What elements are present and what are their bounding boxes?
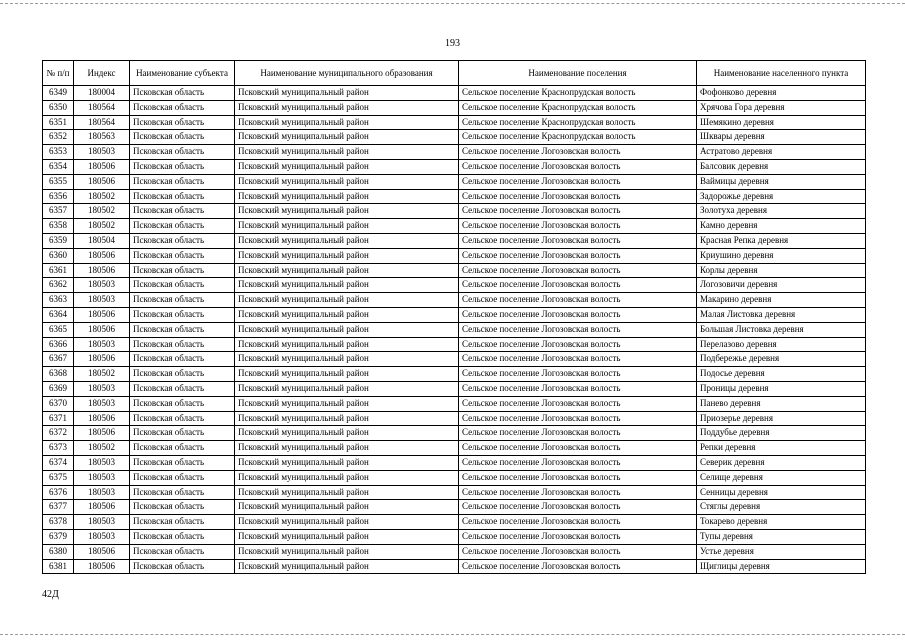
cell-index: 180503 bbox=[74, 337, 130, 352]
cell-municipality: Псковский муниципальный район bbox=[235, 307, 459, 322]
cell-locality: Корлы деревня bbox=[697, 263, 866, 278]
cell-subject: Псковская область bbox=[130, 233, 235, 248]
cell-locality: Фофонково деревня bbox=[697, 86, 866, 101]
cell-settlement: Сельское поселение Логозовская волость bbox=[459, 544, 697, 559]
cell-subject: Псковская область bbox=[130, 411, 235, 426]
cell-settlement: Сельское поселение Логозовская волость bbox=[459, 352, 697, 367]
cell-index: 180503 bbox=[74, 515, 130, 530]
cell-locality: Северик деревня bbox=[697, 455, 866, 470]
cell-number: 6364 bbox=[43, 307, 74, 322]
cell-number: 6377 bbox=[43, 500, 74, 515]
cell-locality: Балсовик деревня bbox=[697, 159, 866, 174]
table-body bbox=[43, 86, 866, 574]
cell-subject: Псковская область bbox=[130, 426, 235, 441]
cell-subject: Псковская область bbox=[130, 367, 235, 382]
cell-municipality: Псковский муниципальный район bbox=[235, 441, 459, 456]
cell-number: 6359 bbox=[43, 233, 74, 248]
cell-locality: Шквары деревня bbox=[697, 130, 866, 145]
cell-municipality: Псковский муниципальный район bbox=[235, 352, 459, 367]
cell-locality: Устье деревня bbox=[697, 544, 866, 559]
cell-number: 6362 bbox=[43, 278, 74, 293]
footer-code: 42Д bbox=[42, 589, 59, 600]
cell-subject: Псковская область bbox=[130, 263, 235, 278]
table-row bbox=[43, 515, 866, 530]
cell-index: 180506 bbox=[74, 263, 130, 278]
cell-number: 6355 bbox=[43, 174, 74, 189]
cell-locality: Приозерье деревня bbox=[697, 411, 866, 426]
cell-locality: Токарево деревня bbox=[697, 515, 866, 530]
cell-number: 6368 bbox=[43, 367, 74, 382]
cell-municipality: Псковский муниципальный район bbox=[235, 115, 459, 130]
cell-subject: Псковская область bbox=[130, 100, 235, 115]
cell-index: 180504 bbox=[74, 233, 130, 248]
cell-index: 180502 bbox=[74, 367, 130, 382]
cell-subject: Псковская область bbox=[130, 441, 235, 456]
cell-subject: Псковская область bbox=[130, 485, 235, 500]
cell-subject: Псковская область bbox=[130, 204, 235, 219]
cell-settlement: Сельское поселение Логозовская волость bbox=[459, 441, 697, 456]
cell-municipality: Псковский муниципальный район bbox=[235, 337, 459, 352]
cell-number: 6371 bbox=[43, 411, 74, 426]
cell-subject: Псковская область bbox=[130, 248, 235, 263]
table-row bbox=[43, 426, 866, 441]
cell-subject: Псковская область bbox=[130, 396, 235, 411]
table-row bbox=[43, 455, 866, 470]
table-row bbox=[43, 130, 866, 145]
cell-number: 6358 bbox=[43, 219, 74, 234]
cell-number: 6369 bbox=[43, 381, 74, 396]
table-row bbox=[43, 174, 866, 189]
cell-municipality: Псковский муниципальный район bbox=[235, 559, 459, 574]
table-row bbox=[43, 219, 866, 234]
cell-locality: Подбережье деревня bbox=[697, 352, 866, 367]
cell-index: 180506 bbox=[74, 544, 130, 559]
cell-index: 180506 bbox=[74, 352, 130, 367]
table-row bbox=[43, 307, 866, 322]
cell-subject: Псковская область bbox=[130, 145, 235, 160]
cell-index: 180506 bbox=[74, 411, 130, 426]
table-row bbox=[43, 470, 866, 485]
cell-municipality: Псковский муниципальный район bbox=[235, 381, 459, 396]
table-row bbox=[43, 529, 866, 544]
cell-index: 180506 bbox=[74, 307, 130, 322]
table-row bbox=[43, 145, 866, 160]
scan-edge-bottom bbox=[0, 634, 905, 635]
cell-municipality: Псковский муниципальный район bbox=[235, 189, 459, 204]
cell-locality: Малая Листовка деревня bbox=[697, 307, 866, 322]
cell-number: 6372 bbox=[43, 426, 74, 441]
cell-number: 6373 bbox=[43, 441, 74, 456]
settlements-table bbox=[42, 60, 866, 574]
cell-number: 6376 bbox=[43, 485, 74, 500]
cell-settlement: Сельское поселение Логозовская волость bbox=[459, 233, 697, 248]
table-row bbox=[43, 485, 866, 500]
cell-number: 6360 bbox=[43, 248, 74, 263]
cell-locality: Золотуха деревня bbox=[697, 204, 866, 219]
cell-subject: Псковская область bbox=[130, 130, 235, 145]
cell-municipality: Псковский муниципальный район bbox=[235, 529, 459, 544]
table-row bbox=[43, 233, 866, 248]
cell-settlement: Сельское поселение Логозовская волость bbox=[459, 248, 697, 263]
cell-subject: Псковская область bbox=[130, 293, 235, 308]
cell-subject: Псковская область bbox=[130, 529, 235, 544]
cell-municipality: Псковский муниципальный район bbox=[235, 145, 459, 160]
table-row bbox=[43, 86, 866, 101]
cell-subject: Псковская область bbox=[130, 544, 235, 559]
cell-municipality: Псковский муниципальный район bbox=[235, 293, 459, 308]
cell-number: 6365 bbox=[43, 322, 74, 337]
cell-locality: Астратово деревня bbox=[697, 145, 866, 160]
cell-settlement: Сельское поселение Логозовская волость bbox=[459, 411, 697, 426]
cell-subject: Псковская область bbox=[130, 307, 235, 322]
cell-locality: Сенницы деревня bbox=[697, 485, 866, 500]
cell-locality: Большая Листовка деревня bbox=[697, 322, 866, 337]
cell-index: 180506 bbox=[74, 322, 130, 337]
cell-number: 6354 bbox=[43, 159, 74, 174]
cell-settlement: Сельское поселение Логозовская волость bbox=[459, 219, 697, 234]
cell-number: 6379 bbox=[43, 529, 74, 544]
table-header-row bbox=[43, 61, 866, 86]
cell-municipality: Псковский муниципальный район bbox=[235, 130, 459, 145]
cell-index: 180502 bbox=[74, 189, 130, 204]
cell-settlement: Сельское поселение Логозовская волость bbox=[459, 307, 697, 322]
cell-index: 180503 bbox=[74, 293, 130, 308]
cell-number: 6375 bbox=[43, 470, 74, 485]
cell-locality: Задорожье деревня bbox=[697, 189, 866, 204]
cell-index: 180502 bbox=[74, 441, 130, 456]
cell-locality: Хрячова Гора деревня bbox=[697, 100, 866, 115]
cell-settlement: Сельское поселение Логозовская волость bbox=[459, 293, 697, 308]
cell-locality: Ваймицы деревня bbox=[697, 174, 866, 189]
cell-municipality: Псковский муниципальный район bbox=[235, 544, 459, 559]
cell-number: 6352 bbox=[43, 130, 74, 145]
cell-number: 6349 bbox=[43, 86, 74, 101]
cell-number: 6361 bbox=[43, 263, 74, 278]
cell-municipality: Псковский муниципальный район bbox=[235, 470, 459, 485]
cell-settlement: Сельское поселение Логозовская волость bbox=[459, 455, 697, 470]
cell-number: 6363 bbox=[43, 293, 74, 308]
column-header-locality: Наименование населенного пункта bbox=[697, 61, 866, 86]
table-row bbox=[43, 367, 866, 382]
cell-index: 180502 bbox=[74, 204, 130, 219]
column-header-number: № п/п bbox=[43, 61, 74, 86]
cell-municipality: Псковский муниципальный район bbox=[235, 426, 459, 441]
cell-subject: Псковская область bbox=[130, 352, 235, 367]
table-row bbox=[43, 159, 866, 174]
cell-locality: Репки деревня bbox=[697, 441, 866, 456]
cell-settlement: Сельское поселение Логозовская волость bbox=[459, 278, 697, 293]
cell-municipality: Псковский муниципальный район bbox=[235, 233, 459, 248]
cell-subject: Псковская область bbox=[130, 500, 235, 515]
cell-subject: Псковская область bbox=[130, 559, 235, 574]
cell-municipality: Псковский муниципальный район bbox=[235, 367, 459, 382]
table-row bbox=[43, 278, 866, 293]
cell-locality: Тупы деревня bbox=[697, 529, 866, 544]
table-row bbox=[43, 263, 866, 278]
cell-settlement: Сельское поселение Краснопрудская волость bbox=[459, 115, 697, 130]
cell-settlement: Сельское поселение Краснопрудская волость bbox=[459, 100, 697, 115]
cell-municipality: Псковский муниципальный район bbox=[235, 515, 459, 530]
table-row bbox=[43, 559, 866, 574]
cell-number: 6370 bbox=[43, 396, 74, 411]
table-row bbox=[43, 337, 866, 352]
cell-index: 180503 bbox=[74, 381, 130, 396]
cell-locality: Панево деревня bbox=[697, 396, 866, 411]
table-row bbox=[43, 115, 866, 130]
cell-index: 180503 bbox=[74, 529, 130, 544]
cell-locality: Поддубье деревня bbox=[697, 426, 866, 441]
cell-municipality: Псковский муниципальный район bbox=[235, 322, 459, 337]
cell-locality: Селище деревня bbox=[697, 470, 866, 485]
table-row bbox=[43, 381, 866, 396]
cell-settlement: Сельское поселение Логозовская волость bbox=[459, 263, 697, 278]
column-header-subject: Наименование субъекта bbox=[130, 61, 235, 86]
cell-number: 6367 bbox=[43, 352, 74, 367]
cell-subject: Псковская область bbox=[130, 115, 235, 130]
cell-index: 180503 bbox=[74, 396, 130, 411]
cell-municipality: Псковский муниципальный район bbox=[235, 455, 459, 470]
cell-index: 180503 bbox=[74, 145, 130, 160]
cell-subject: Псковская область bbox=[130, 455, 235, 470]
cell-municipality: Псковский муниципальный район bbox=[235, 278, 459, 293]
cell-municipality: Псковский муниципальный район bbox=[235, 100, 459, 115]
table-row bbox=[43, 411, 866, 426]
cell-subject: Псковская область bbox=[130, 322, 235, 337]
cell-municipality: Псковский муниципальный район bbox=[235, 411, 459, 426]
cell-subject: Псковская область bbox=[130, 515, 235, 530]
cell-index: 180502 bbox=[74, 219, 130, 234]
cell-municipality: Псковский муниципальный район bbox=[235, 86, 459, 101]
cell-number: 6356 bbox=[43, 189, 74, 204]
cell-settlement: Сельское поселение Логозовская волость bbox=[459, 145, 697, 160]
cell-index: 180506 bbox=[74, 500, 130, 515]
cell-locality: Подосье деревня bbox=[697, 367, 866, 382]
cell-municipality: Псковский муниципальный район bbox=[235, 396, 459, 411]
cell-municipality: Псковский муниципальный район bbox=[235, 263, 459, 278]
cell-subject: Псковская область bbox=[130, 219, 235, 234]
column-header-index: Индекс bbox=[74, 61, 130, 86]
cell-locality: Камно деревня bbox=[697, 219, 866, 234]
cell-municipality: Псковский муниципальный район bbox=[235, 485, 459, 500]
cell-settlement: Сельское поселение Логозовская волость bbox=[459, 322, 697, 337]
table-header bbox=[43, 61, 866, 86]
cell-municipality: Псковский муниципальный район bbox=[235, 219, 459, 234]
table-row bbox=[43, 322, 866, 337]
table-row bbox=[43, 544, 866, 559]
cell-settlement: Сельское поселение Логозовская волость bbox=[459, 515, 697, 530]
cell-number: 6350 bbox=[43, 100, 74, 115]
cell-municipality: Псковский муниципальный район bbox=[235, 204, 459, 219]
cell-index: 180503 bbox=[74, 455, 130, 470]
cell-settlement: Сельское поселение Логозовская волость bbox=[459, 381, 697, 396]
cell-settlement: Сельское поселение Логозовская волость bbox=[459, 189, 697, 204]
cell-number: 6366 bbox=[43, 337, 74, 352]
cell-settlement: Сельское поселение Логозовская волость bbox=[459, 426, 697, 441]
cell-settlement: Сельское поселение Логозовская волость bbox=[459, 204, 697, 219]
cell-subject: Псковская область bbox=[130, 337, 235, 352]
cell-settlement: Сельское поселение Логозовская волость bbox=[459, 559, 697, 574]
table-row bbox=[43, 396, 866, 411]
cell-number: 6353 bbox=[43, 145, 74, 160]
cell-index: 180506 bbox=[74, 248, 130, 263]
table-row bbox=[43, 441, 866, 456]
cell-index: 180503 bbox=[74, 278, 130, 293]
cell-subject: Псковская область bbox=[130, 86, 235, 101]
cell-number: 6380 bbox=[43, 544, 74, 559]
cell-settlement: Сельское поселение Логозовская волость bbox=[459, 529, 697, 544]
cell-locality: Стяглы деревня bbox=[697, 500, 866, 515]
cell-subject: Псковская область bbox=[130, 189, 235, 204]
table-row bbox=[43, 248, 866, 263]
cell-index: 180564 bbox=[74, 115, 130, 130]
cell-index: 180564 bbox=[74, 100, 130, 115]
cell-subject: Псковская область bbox=[130, 159, 235, 174]
cell-subject: Псковская область bbox=[130, 278, 235, 293]
cell-municipality: Псковский муниципальный район bbox=[235, 159, 459, 174]
cell-subject: Псковская область bbox=[130, 381, 235, 396]
cell-settlement: Сельское поселение Краснопрудская волость bbox=[459, 86, 697, 101]
scan-edge-top bbox=[0, 3, 905, 4]
cell-settlement: Сельское поселение Логозовская волость bbox=[459, 159, 697, 174]
cell-settlement: Сельское поселение Логозовская волость bbox=[459, 337, 697, 352]
cell-locality: Логозовичи деревня bbox=[697, 278, 866, 293]
table-row bbox=[43, 189, 866, 204]
table-row bbox=[43, 352, 866, 367]
cell-number: 6351 bbox=[43, 115, 74, 130]
cell-index: 180506 bbox=[74, 174, 130, 189]
cell-locality: Макарино деревня bbox=[697, 293, 866, 308]
cell-subject: Псковская область bbox=[130, 470, 235, 485]
table-row bbox=[43, 204, 866, 219]
cell-settlement: Сельское поселение Логозовская волость bbox=[459, 500, 697, 515]
cell-index: 180506 bbox=[74, 559, 130, 574]
cell-index: 180503 bbox=[74, 485, 130, 500]
table-row bbox=[43, 100, 866, 115]
cell-municipality: Псковский муниципальный район bbox=[235, 500, 459, 515]
cell-locality: Перелазово деревня bbox=[697, 337, 866, 352]
cell-locality: Красная Репка деревня bbox=[697, 233, 866, 248]
cell-number: 6378 bbox=[43, 515, 74, 530]
cell-settlement: Сельское поселение Краснопрудская волость bbox=[459, 130, 697, 145]
cell-index: 180503 bbox=[74, 470, 130, 485]
cell-settlement: Сельское поселение Логозовская волость bbox=[459, 396, 697, 411]
column-header-municipality: Наименование муниципального образования bbox=[235, 61, 459, 86]
cell-subject: Псковская область bbox=[130, 174, 235, 189]
cell-settlement: Сельское поселение Логозовская волость bbox=[459, 485, 697, 500]
cell-locality: Щиглицы деревня bbox=[697, 559, 866, 574]
cell-settlement: Сельское поселение Логозовская волость bbox=[459, 367, 697, 382]
cell-locality: Проницы деревня bbox=[697, 381, 866, 396]
column-header-settlement: Наименование поселения bbox=[459, 61, 697, 86]
cell-index: 180506 bbox=[74, 426, 130, 441]
cell-settlement: Сельское поселение Логозовская волость bbox=[459, 470, 697, 485]
page-number: 193 bbox=[445, 38, 460, 49]
cell-locality: Шемякино деревня bbox=[697, 115, 866, 130]
cell-index: 180506 bbox=[74, 159, 130, 174]
cell-locality: Криушино деревня bbox=[697, 248, 866, 263]
cell-number: 6357 bbox=[43, 204, 74, 219]
table-row bbox=[43, 293, 866, 308]
cell-index: 180004 bbox=[74, 86, 130, 101]
cell-settlement: Сельское поселение Логозовская волость bbox=[459, 174, 697, 189]
cell-index: 180563 bbox=[74, 130, 130, 145]
table-row bbox=[43, 500, 866, 515]
cell-municipality: Псковский муниципальный район bbox=[235, 174, 459, 189]
cell-number: 6374 bbox=[43, 455, 74, 470]
cell-municipality: Псковский муниципальный район bbox=[235, 248, 459, 263]
cell-number: 6381 bbox=[43, 559, 74, 574]
